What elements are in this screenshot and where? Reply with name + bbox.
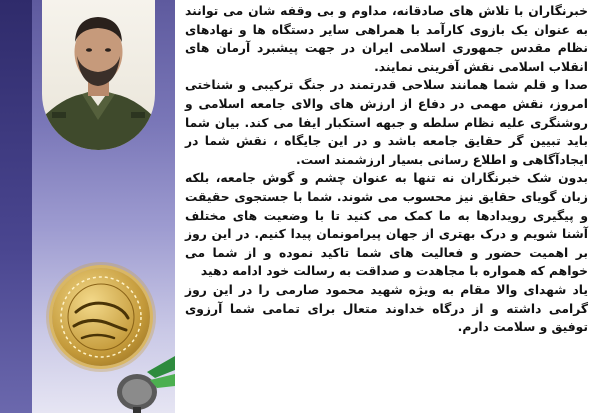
article-paragraph: یاد شهدای والا مقام به ویژه شهید محمود صارمی را در این روز گرامی داشته و از درگاه خداوند متعال برای تمامی شما آرزوی توفیق و سلامت دارم. [185,282,588,335]
article-paragraph: خبرنگاران با تلاش های صادقانه، مداوم و بی وقفه شان می توانند به عنوان یک بازوی کارآمد با همراهی سایر دستگاه ها و نهادهای نظام مقدس جمهوری اسلامی ایران در جهت پیشبرد آرمان های انقلاب اسلامی نقش آفرینی نمایند. [185,4,588,74]
article-paragraph: صدا و قلم شما همانند سلاحی قدرتمند در جنگ ترکیبی و شناختی امروز، نقش مهمی در دفاع از ارزش های والای جامعه اسلامی و روشنگری علیه نظام سلطه و جبهه استکبار ایفا می کند. بیان شما باید تبیین گر حقایق جامعه باشد و در این جایگاه ، نقش شما در ایجادآگاهی و اطلاع رسانی بسیار ارزشمند است. [185,78,588,167]
left-decor-panel [0,0,175,413]
portrait-frame [42,0,155,150]
article-body [185,2,588,413]
microphone-decor [95,352,175,413]
article-paragraph: بدون شک خبرنگاران نه تنها به عنوان چشم و گوش جامعه، بلکه زبان گویای حقایق نیز محسوب می شوند. شما با جستجوی حقیقت و پیگیری رویدادها به ما کمک می کنید تا با وضعیت های مختلف آشنا شویم و درک بهتری از جهان پیرامونمان پیدا کنیم. در این روز بر اهمیت حضور و فعالیت های شما تاکید نموده و از شما می خواهم که همواره با مجاهدت و صداقت به رسالت خود ادامه دهید [185,171,588,279]
